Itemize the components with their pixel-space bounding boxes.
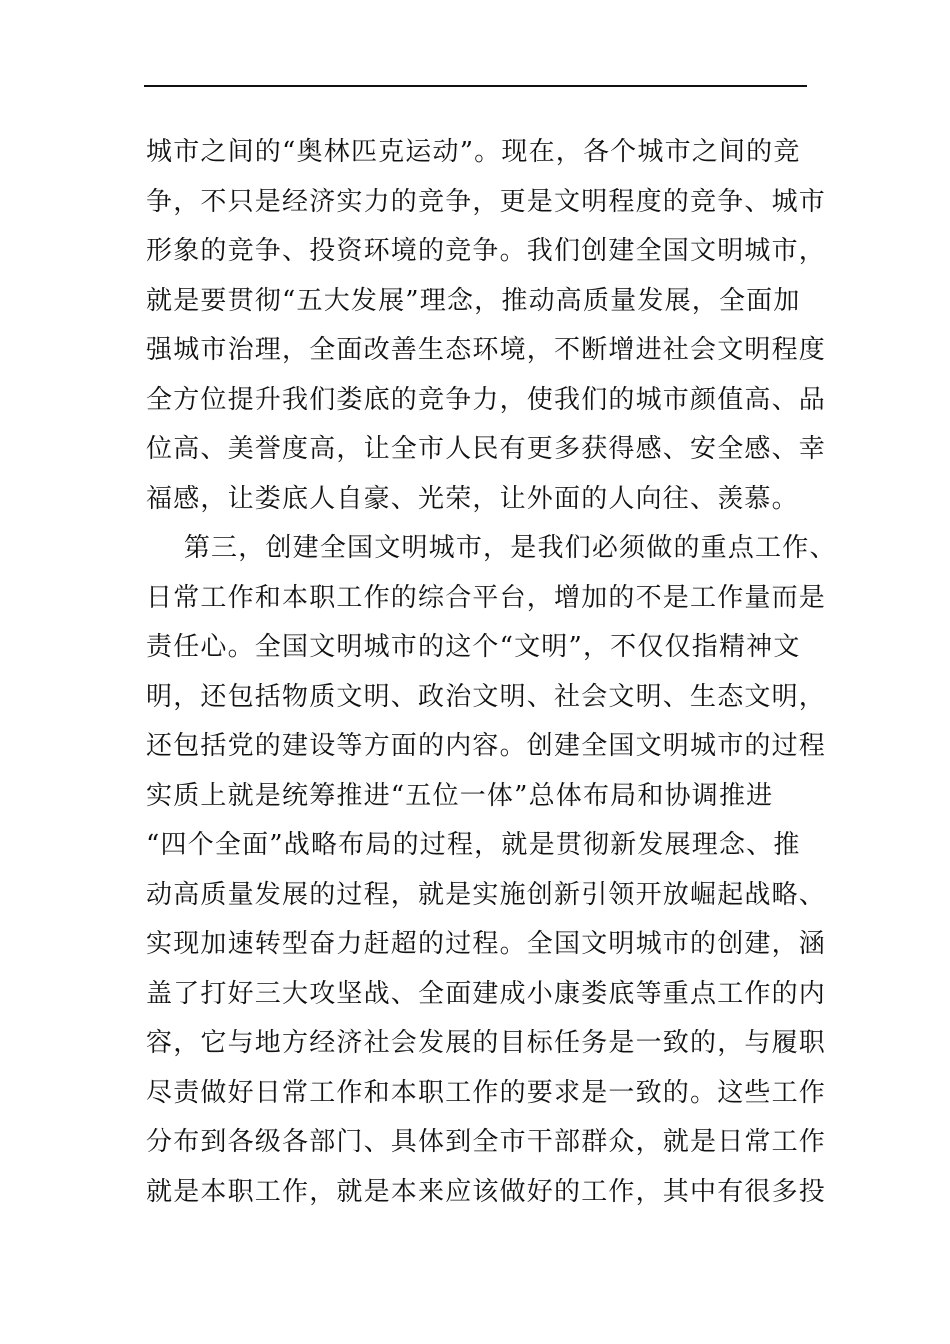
text-line: 城市之间的“奥林匹克运动”。现在，各个城市之间的竞 [146, 137, 801, 167]
text-line: 日常工作和本职工作的综合平台，增加的不是工作量而是 [146, 582, 827, 613]
header-rule [144, 85, 807, 87]
text-line: 位高、美誉度高，让全市人民有更多获得感、安全感、幸 [146, 434, 827, 464]
text-line: 责任心。全国文明城市的这个“文明”，不仅仅指精神文 [146, 632, 801, 662]
text-line: 就是本职工作，就是本来应该做好的工作，其中有很多投 [146, 1176, 827, 1207]
text-line: 强城市治理，全面改善生态环境，不断增进社会文明程度 [146, 335, 827, 365]
text-line: 就是要贯彻“五大发展”理念，推动高质量发展，全面加 [146, 285, 801, 316]
text-line: 容，它与地方经济社会发展的目标任务是一致的，与履职 [146, 1028, 827, 1058]
text-line: 全方位提升我们娄底的竞争力，使我们的城市颜值高、品 [146, 384, 827, 415]
text-line: 形象的竞争、投资环境的竞争。我们创建全国文明城市， [146, 236, 827, 266]
text-line: 争，不只是经济实力的竞争，更是文明程度的竞争、城市 [146, 186, 827, 217]
text-line: 实质上就是统筹推进“五位一体”总体布局和协调推进 [146, 780, 774, 811]
text-line: 还包括党的建设等方面的内容。创建全国文明城市的过程 [146, 731, 827, 761]
text-line: 盖了打好三大攻坚战、全面建成小康娄底等重点工作的内 [146, 978, 827, 1009]
text-line: “四个全面”战略布局的过程，就是贯彻新发展理念、推 [146, 830, 801, 860]
text-line: 动高质量发展的过程，就是实施创新引领开放崛起战略、 [146, 879, 827, 910]
text-line: 尽责做好日常工作和本职工作的要求是一致的。这些工作 [146, 1077, 827, 1108]
text-line: 明，还包括物质文明、政治文明、社会文明、生态文明， [146, 681, 827, 712]
text-line: 实现加速转型奋力赶超的过程。全国文明城市的创建，涵 [146, 929, 827, 959]
text-line: 分布到各级各部门、具体到全市干部群众，就是日常工作 [146, 1127, 827, 1157]
text-line: 福感，让娄底人自豪、光荣，让外面的人向往、羡慕。 [146, 483, 799, 514]
paragraph-start-line: 第三，创建全国文明城市，是我们必须做的重点工作、 [146, 533, 837, 563]
body-text [146, 128, 846, 1217]
